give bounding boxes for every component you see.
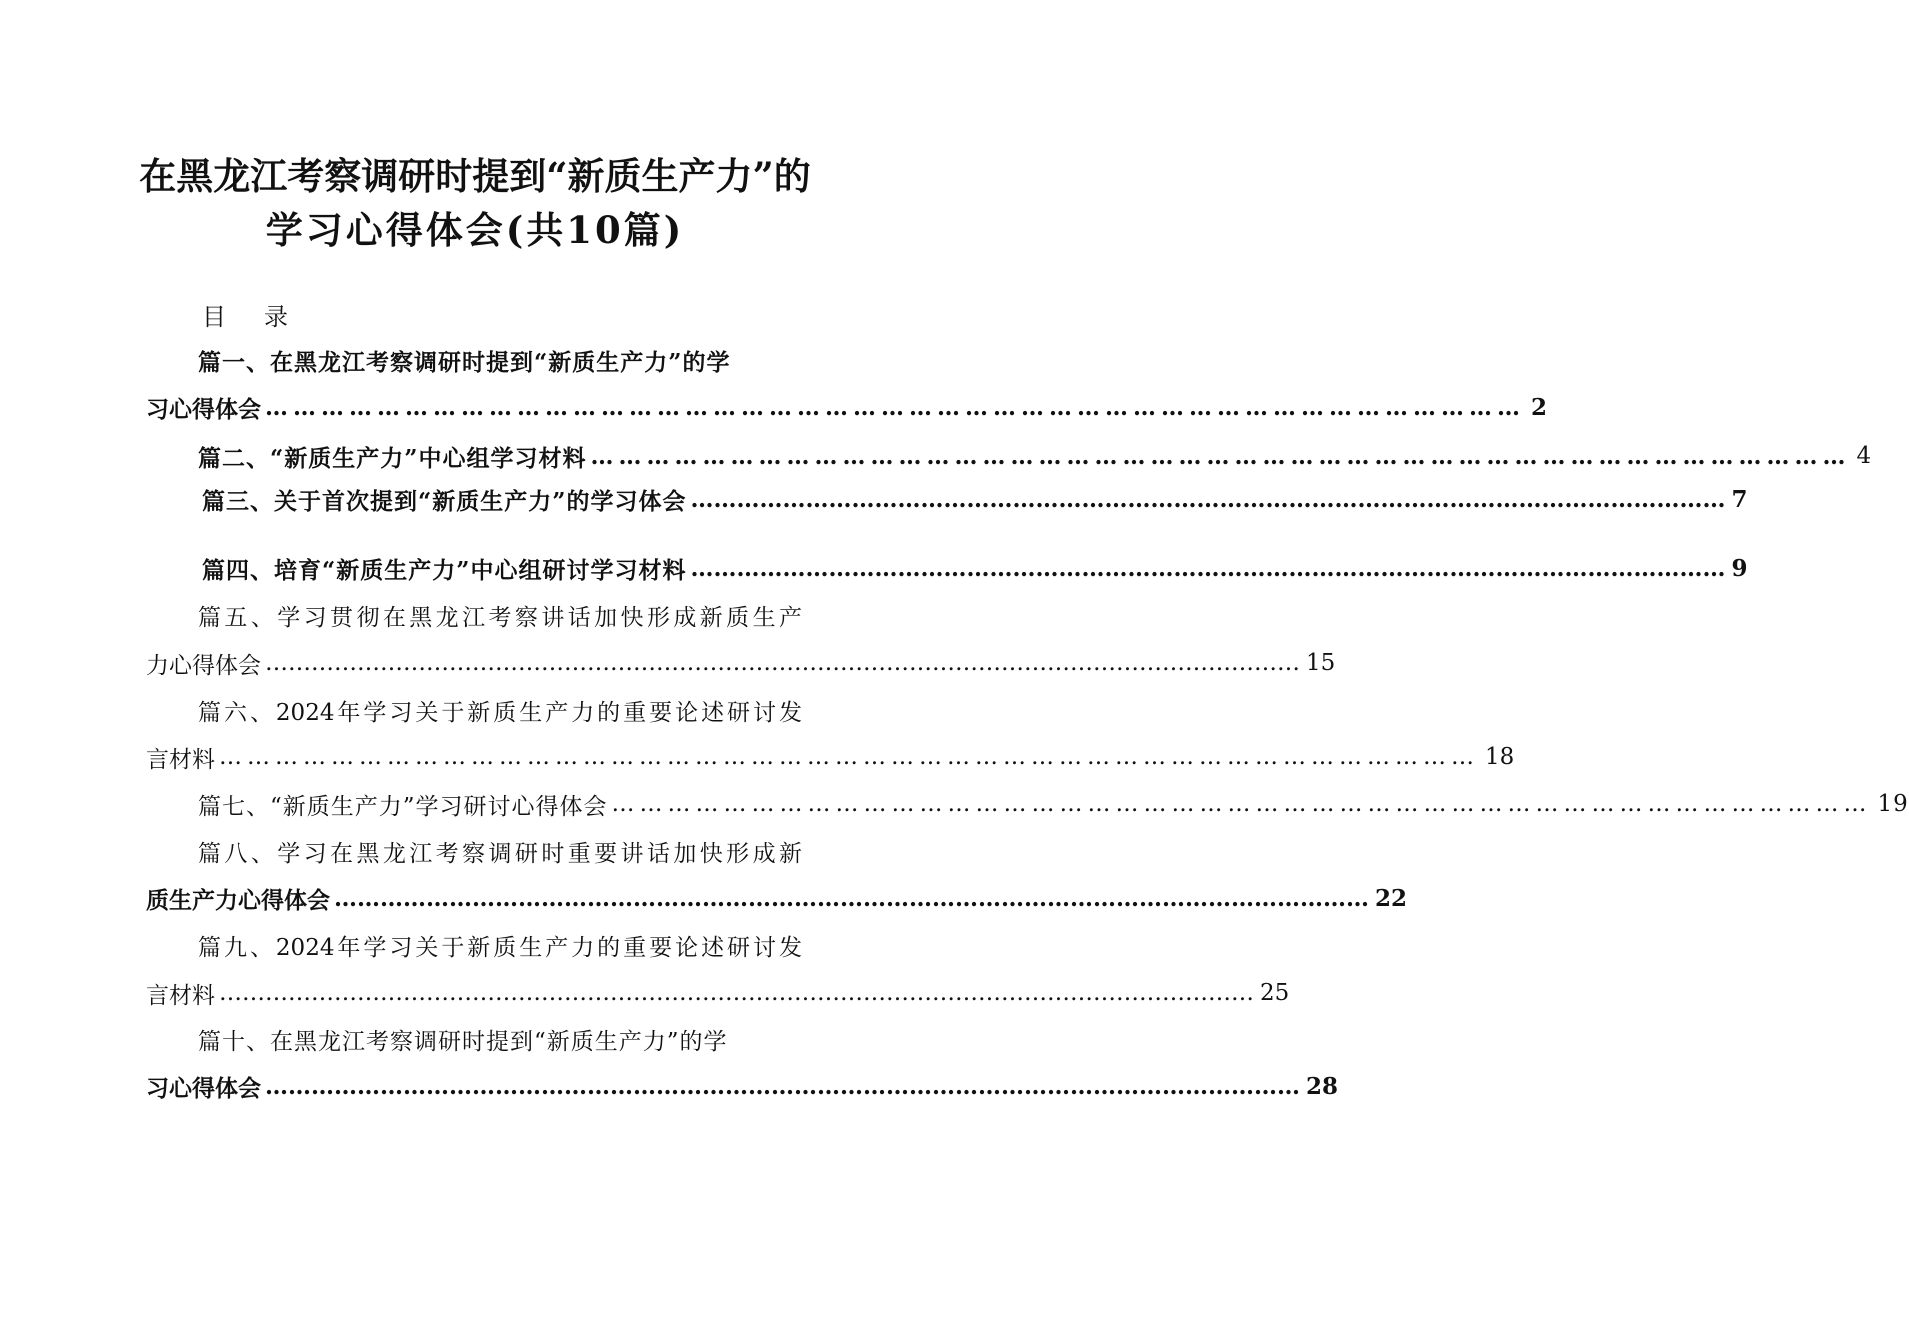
toc-entry-9-page: 25 [1260,980,1290,1006]
toc-entry-1-title: 篇一、在黑龙江考察调研时提到“新质生产力”的学 [198,348,731,376]
toc-entry-7-page: 19 [1877,791,1909,817]
toc-entry-6-line-1[interactable] [146,692,802,728]
toc-entry-4[interactable] [146,550,1749,586]
toc-entry-3-leader: ……………………………………………………………………………………………………………………… [690,485,1726,513]
document-title-line-1: 在黑龙江考察调研时提到“新质生产力”的 [139,154,811,198]
toc-entry-8-line-1[interactable] [146,833,802,869]
toc-entry-9-title: 篇九、2024年学习关于新质生产力的重要论述研讨发 [198,934,802,961]
toc-entry-1-line-2[interactable] [146,389,1548,425]
toc-entry-7[interactable] [146,786,1909,822]
document-title-line-2: 学习心得体会(共10篇) [265,208,685,252]
toc-entry-4-page: 9 [1731,554,1749,582]
toc-entry-5-title: 篇五、学习贯彻在黑龙江考察讲话加快形成新质生产 [198,604,802,631]
toc-entry-10-title-cont: 习心得体会 [146,1074,261,1102]
toc-entry-8-title-cont: 质生产力心得体会 [146,886,330,914]
toc-entry-10-leader: ……………………………………………………………………………………………………………………… [265,1072,1300,1100]
toc-heading: 目录 [202,303,326,331]
toc-entry-5-title-cont: 力心得体会 [146,652,261,679]
toc-entry-2-page: 4 [1856,443,1873,469]
toc-entry-6-title-cont: 言材料 [146,746,215,773]
toc-entry-5-leader: ……………………………………………………………………………………………………………………… [265,650,1300,676]
toc-entry-9-title-cont: 言材料 [146,982,215,1009]
toc-entry-7-title: 篇七、“新质生产力”学习研讨心得体会 [198,793,608,820]
toc-entry-4-leader: ……………………………………………………………………………………………………………………… [690,554,1726,582]
toc-entry-1-page: 2 [1531,393,1548,421]
toc-entry-5-line-2[interactable] [146,645,1336,681]
toc-entry-1-title-cont: 习心得体会 [146,395,261,423]
toc-entry-10-line-1[interactable] [146,1021,802,1057]
toc-entry-9-line-2[interactable] [146,975,1290,1011]
toc-entry-9-line-1[interactable] [146,927,802,963]
toc-entry-6-leader: ……………………………………………………………………………………………………………………… [219,744,1479,770]
toc-entry-5-page: 15 [1306,650,1336,676]
toc-entry-8-page: 22 [1375,884,1408,912]
toc-entry-8-leader: ……………………………………………………………………………………………………………………… [334,884,1369,912]
toc-entry-5-line-1[interactable] [146,597,802,633]
toc-entry-10-title: 篇十、在黑龙江考察调研时提到“新质生产力”的学 [198,1028,728,1055]
toc-entry-7-leader: ……………………………………………………………………………………………………………………… [611,791,1872,817]
toc-entry-1-leader: ……………………………………………………………………………………………………………………… [265,393,1525,421]
toc-entry-6-page: 18 [1485,744,1515,770]
toc-entry-8-line-2[interactable] [146,880,1408,916]
toc-entry-4-title: 篇四、培育“新质生产力”中心组研讨学习材料 [202,556,687,584]
toc-entry-9-leader: ……………………………………………………………………………………………………………………… [219,980,1254,1006]
toc-entry-6-line-2[interactable] [146,739,1515,775]
toc-entry-10-page: 28 [1306,1072,1339,1100]
toc-entry-10-line-2[interactable] [146,1068,1339,1104]
toc-entry-2[interactable] [146,438,1873,474]
toc-entry-8-title: 篇八、学习在黑龙江考察调研时重要讲话加快形成新 [198,840,802,867]
toc-entry-1-line-1[interactable] [146,342,802,378]
toc-entry-2-title: 篇二、“新质生产力”中心组学习材料 [198,444,587,472]
toc-entry-6-title: 篇六、2024年学习关于新质生产力的重要论述研讨发 [198,699,802,726]
toc-entry-3-title: 篇三、关于首次提到“新质生产力”的学习体会 [202,487,687,515]
toc-entry-3[interactable] [146,481,1749,517]
toc-entry-2-leader: ……………………………………………………………………………………………………………………… [590,442,1851,470]
toc-entry-3-page: 7 [1731,485,1749,513]
